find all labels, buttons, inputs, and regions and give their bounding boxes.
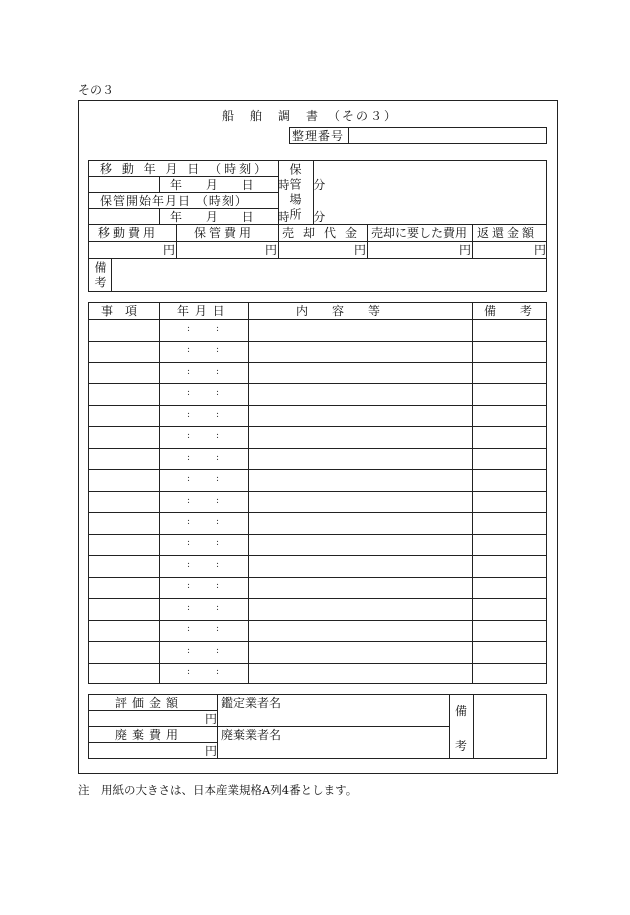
date-separator: : [187, 495, 191, 506]
valuation-remarks-field[interactable] [474, 695, 546, 758]
valuation-remarks-bottom: 考 [455, 739, 468, 753]
move-cost-yen: 円 [163, 243, 176, 257]
table-row[interactable] [88, 512, 547, 534]
appraisal-yen: 円 [205, 712, 218, 726]
appraiser-label: 鑑定業者名 [221, 696, 282, 710]
date-separator: : [187, 431, 191, 442]
date-separator: : [216, 388, 220, 399]
storage-place-field[interactable] [314, 161, 546, 223]
date-separator: : [187, 645, 191, 656]
disposer-field[interactable] [218, 742, 448, 758]
table-row[interactable] [88, 555, 547, 577]
date-separator: : [216, 495, 220, 506]
table-row[interactable] [88, 598, 547, 620]
date-separator: : [216, 645, 220, 656]
date-separator: : [187, 517, 191, 527]
date-separator: : [187, 581, 191, 592]
table-row[interactable] [88, 663, 547, 685]
reference-number-label: 整理番号 [292, 129, 345, 143]
date-separator: : [216, 559, 220, 570]
refund-amount-yen: 円 [534, 243, 547, 257]
date-separator: : [187, 559, 191, 570]
table-row[interactable] [88, 341, 547, 363]
date-separator: : [216, 366, 220, 377]
appraiser-field[interactable] [218, 710, 448, 725]
table-row[interactable] [88, 491, 547, 513]
date-separator: : [187, 345, 191, 356]
table-row[interactable] [88, 383, 547, 405]
table-row[interactable] [88, 426, 547, 448]
move-date-label: 移 動 年 月 日 （時刻） [100, 162, 270, 176]
valuation-remarks-top: 備 [455, 704, 468, 718]
table-row[interactable] [88, 319, 547, 341]
table-row[interactable] [88, 469, 547, 491]
appraisal-label: 評価金額 [115, 696, 184, 710]
date-separator: : [187, 602, 191, 613]
header-item: 事 項 [101, 304, 138, 318]
date-separator: : [187, 624, 191, 635]
page-label: その３ [78, 83, 115, 97]
date-separator: : [216, 474, 220, 484]
header-date: 年 月 日 [177, 304, 226, 318]
sale-price-label: 売却代金 [282, 226, 367, 240]
sale-expense-label: 売却に要した費用 [371, 226, 468, 240]
table-row[interactable] [88, 641, 547, 663]
date-separator: : [216, 431, 220, 442]
storage-start-label: 保管開始年月日 （時刻） [100, 194, 248, 208]
table-row[interactable] [88, 534, 547, 556]
storage-cost-yen: 円 [265, 243, 278, 257]
header-remarks: 備 考 [484, 304, 533, 318]
date-separator: : [187, 388, 191, 399]
storage-cost-label: 保管費用 [194, 226, 255, 240]
disposal-label: 廃棄費用 [115, 728, 184, 742]
sale-price-yen: 円 [354, 243, 367, 257]
date-separator: : [187, 366, 191, 377]
date-separator: : [187, 667, 191, 678]
refund-amount-label: 返還金額 [477, 226, 538, 240]
storage-start-units: 年 月 日 時 分 [170, 210, 331, 224]
date-separator: : [216, 538, 220, 549]
sale-expense-yen: 円 [459, 243, 472, 257]
form-title: 船 舶 調 書 （その３） [222, 109, 399, 123]
header-content: 内 容 等 [296, 304, 381, 318]
storage-place-label: 保管場所 [288, 163, 302, 223]
date-separator: : [187, 452, 191, 463]
table-row[interactable] [88, 362, 547, 384]
disposal-yen: 円 [205, 744, 218, 758]
move-date-units: 年 月 日 時 分 [170, 178, 331, 192]
table-row[interactable] [88, 620, 547, 642]
remarks-field[interactable] [112, 259, 546, 291]
date-separator: : [216, 667, 220, 678]
table-row[interactable] [88, 577, 547, 599]
disposer-label: 廃棄業者名 [221, 728, 282, 742]
table-row[interactable] [88, 405, 547, 427]
date-separator: : [187, 409, 191, 420]
date-separator: : [187, 474, 191, 484]
date-separator: : [216, 581, 220, 592]
date-separator: : [216, 602, 220, 613]
footnote: 注 用紙の大きさは、日本産業規格A列4番とします。 [78, 783, 358, 797]
remarks-label: 備考 [93, 261, 107, 291]
move-cost-label: 移動費用 [98, 226, 159, 240]
date-separator: : [216, 624, 220, 635]
date-separator: : [216, 323, 220, 334]
date-separator: : [187, 323, 191, 334]
date-separator: : [216, 409, 220, 420]
date-separator: : [216, 517, 220, 527]
date-separator: : [216, 345, 220, 356]
date-separator: : [187, 538, 191, 549]
table-row[interactable] [88, 448, 547, 470]
date-separator: : [216, 452, 220, 463]
